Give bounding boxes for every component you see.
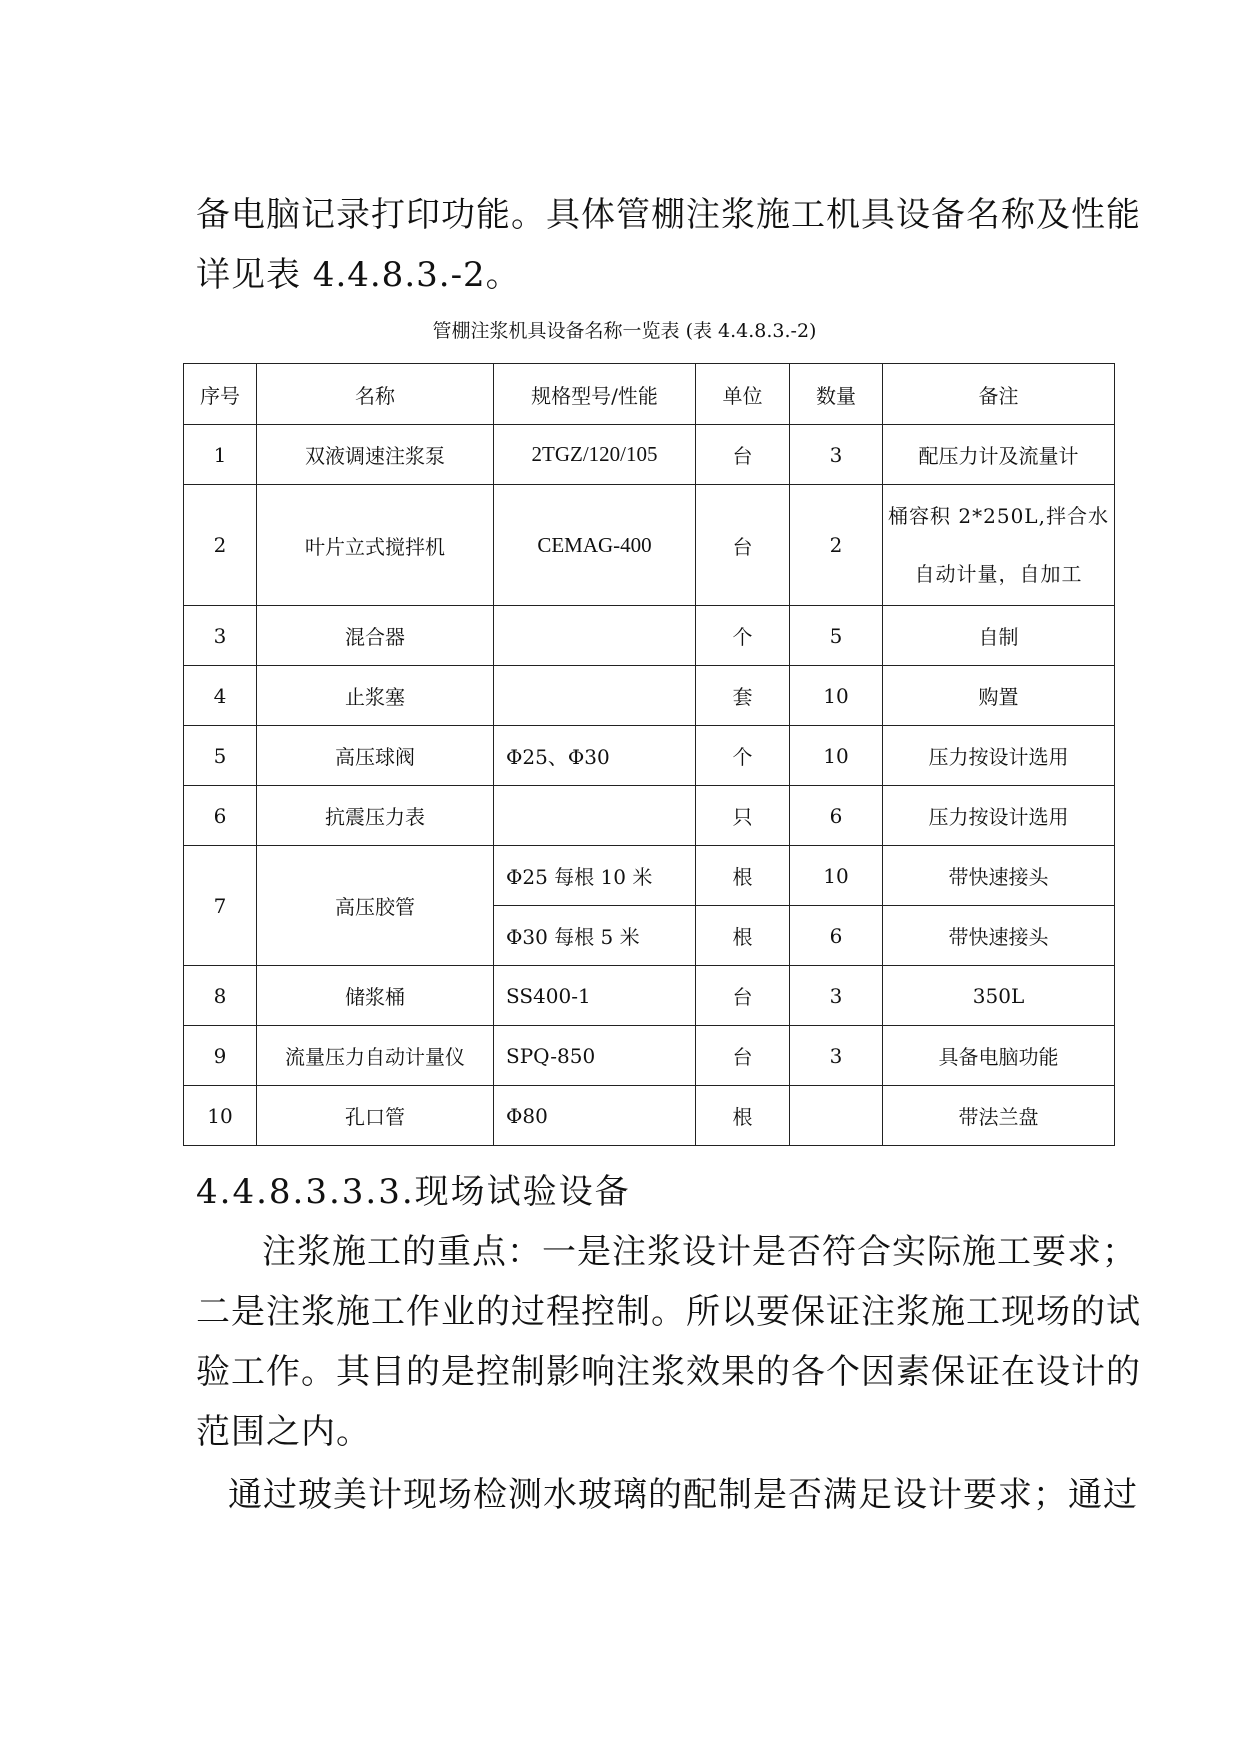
cell-unit: 根 — [696, 1086, 790, 1146]
cell-qty: 10 — [790, 726, 883, 786]
cell-note: 压力按设计选用 — [883, 786, 1115, 846]
cell-name: 抗震压力表 — [257, 786, 494, 846]
cell-no: 7 — [184, 846, 257, 966]
cell-no: 1 — [184, 425, 257, 485]
cell-name: 高压胶管 — [257, 846, 494, 966]
table-row — [184, 666, 1115, 726]
cell-qty: 6 — [790, 906, 883, 966]
cell-spec: CEMAG-400 — [494, 485, 696, 606]
cell-unit: 个 — [696, 606, 790, 666]
body-text-line-5: 通过玻美计现场检测水玻璃的配制是否满足设计要求；通过 — [228, 1475, 1138, 1515]
cell-no: 8 — [184, 966, 257, 1026]
cell-name: 双液调速注浆泵 — [257, 425, 494, 485]
table-header-row — [184, 364, 1115, 425]
cell-name: 储浆桶 — [257, 966, 494, 1026]
table-row — [184, 1026, 1115, 1086]
header-qty: 数量 — [790, 364, 883, 425]
cell-spec: SS400-1 — [494, 966, 696, 1026]
intro-text-line-1: 备电脑记录打印功能。具体管棚注浆施工机具设备名称及性能 — [196, 195, 1141, 235]
table-row — [184, 606, 1115, 666]
cell-qty: 5 — [790, 606, 883, 666]
cell-unit: 台 — [696, 1026, 790, 1086]
cell-spec — [494, 786, 696, 846]
cell-spec — [494, 606, 696, 666]
cell-note: 配压力计及流量计 — [883, 425, 1115, 485]
section-heading: 4.4.8.3.3.3.现场试验设备 — [196, 1172, 631, 1212]
cell-name: 混合器 — [257, 606, 494, 666]
body-text-line-4: 范围之内。 — [196, 1412, 371, 1452]
table-row — [184, 485, 1115, 606]
cell-note: 带法兰盘 — [883, 1086, 1115, 1146]
intro-text-line-2: 详见表 4.4.8.3.-2。 — [196, 255, 521, 295]
cell-name: 孔口管 — [257, 1086, 494, 1146]
table-row — [184, 786, 1115, 846]
cell-name: 止浆塞 — [257, 666, 494, 726]
header-no: 序号 — [184, 364, 257, 425]
cell-note: 350L — [883, 966, 1115, 1026]
cell-name: 高压球阀 — [257, 726, 494, 786]
cell-no: 10 — [184, 1086, 257, 1146]
table-row — [184, 425, 1115, 485]
cell-unit: 只 — [696, 786, 790, 846]
cell-qty: 2 — [790, 485, 883, 606]
body-text-line-2: 二是注浆施工作业的过程控制。所以要保证注浆施工现场的试 — [196, 1292, 1141, 1332]
cell-qty: 10 — [790, 846, 883, 906]
cell-note: 桶容积 2*250L,拌合水自动计量，自加工 — [883, 485, 1115, 606]
cell-unit: 根 — [696, 906, 790, 966]
cell-unit: 台 — [696, 485, 790, 606]
cell-no: 4 — [184, 666, 257, 726]
cell-unit: 台 — [696, 425, 790, 485]
cell-spec: Φ80 — [494, 1086, 696, 1146]
cell-no: 6 — [184, 786, 257, 846]
cell-unit: 台 — [696, 966, 790, 1026]
cell-qty: 3 — [790, 966, 883, 1026]
cell-qty: 3 — [790, 1026, 883, 1086]
cell-spec: 2TGZ/120/105 — [494, 425, 696, 485]
cell-spec: Φ25 每根 10 米 — [494, 846, 696, 906]
table-row — [184, 726, 1115, 786]
cell-no: 2 — [184, 485, 257, 606]
cell-spec: Φ30 每根 5 米 — [494, 906, 696, 966]
table-row — [184, 846, 1115, 906]
cell-no: 3 — [184, 606, 257, 666]
cell-unit: 套 — [696, 666, 790, 726]
body-text-line-3: 验工作。其目的是控制影响注浆效果的各个因素保证在设计的 — [196, 1352, 1141, 1392]
cell-name: 流量压力自动计量仪 — [257, 1026, 494, 1086]
cell-spec — [494, 666, 696, 726]
cell-name: 叶片立式搅拌机 — [257, 485, 494, 606]
cell-note: 购置 — [883, 666, 1115, 726]
header-note: 备注 — [883, 364, 1115, 425]
cell-no: 9 — [184, 1026, 257, 1086]
cell-note: 带快速接头 — [883, 846, 1115, 906]
table-caption: 管棚注浆机具设备名称一览表 (表 4.4.8.3.-2) — [432, 320, 817, 342]
cell-note: 自制 — [883, 606, 1115, 666]
cell-note: 压力按设计选用 — [883, 726, 1115, 786]
equipment-table — [183, 363, 1115, 1146]
cell-spec: Φ25、Φ30 — [494, 726, 696, 786]
header-name: 名称 — [257, 364, 494, 425]
body-text-line-1: 注浆施工的重点：一是注浆设计是否符合实际施工要求； — [262, 1232, 1137, 1272]
cell-qty — [790, 1086, 883, 1146]
cell-qty: 10 — [790, 666, 883, 726]
cell-note: 带快速接头 — [883, 906, 1115, 966]
cell-unit: 根 — [696, 846, 790, 906]
cell-qty: 6 — [790, 786, 883, 846]
cell-no: 5 — [184, 726, 257, 786]
cell-unit: 个 — [696, 726, 790, 786]
header-spec: 规格型号/性能 — [494, 364, 696, 425]
cell-spec: SPQ-850 — [494, 1026, 696, 1086]
table-row — [184, 966, 1115, 1026]
cell-note: 具备电脑功能 — [883, 1026, 1115, 1086]
table-row — [184, 1086, 1115, 1146]
cell-qty: 3 — [790, 425, 883, 485]
header-unit: 单位 — [696, 364, 790, 425]
